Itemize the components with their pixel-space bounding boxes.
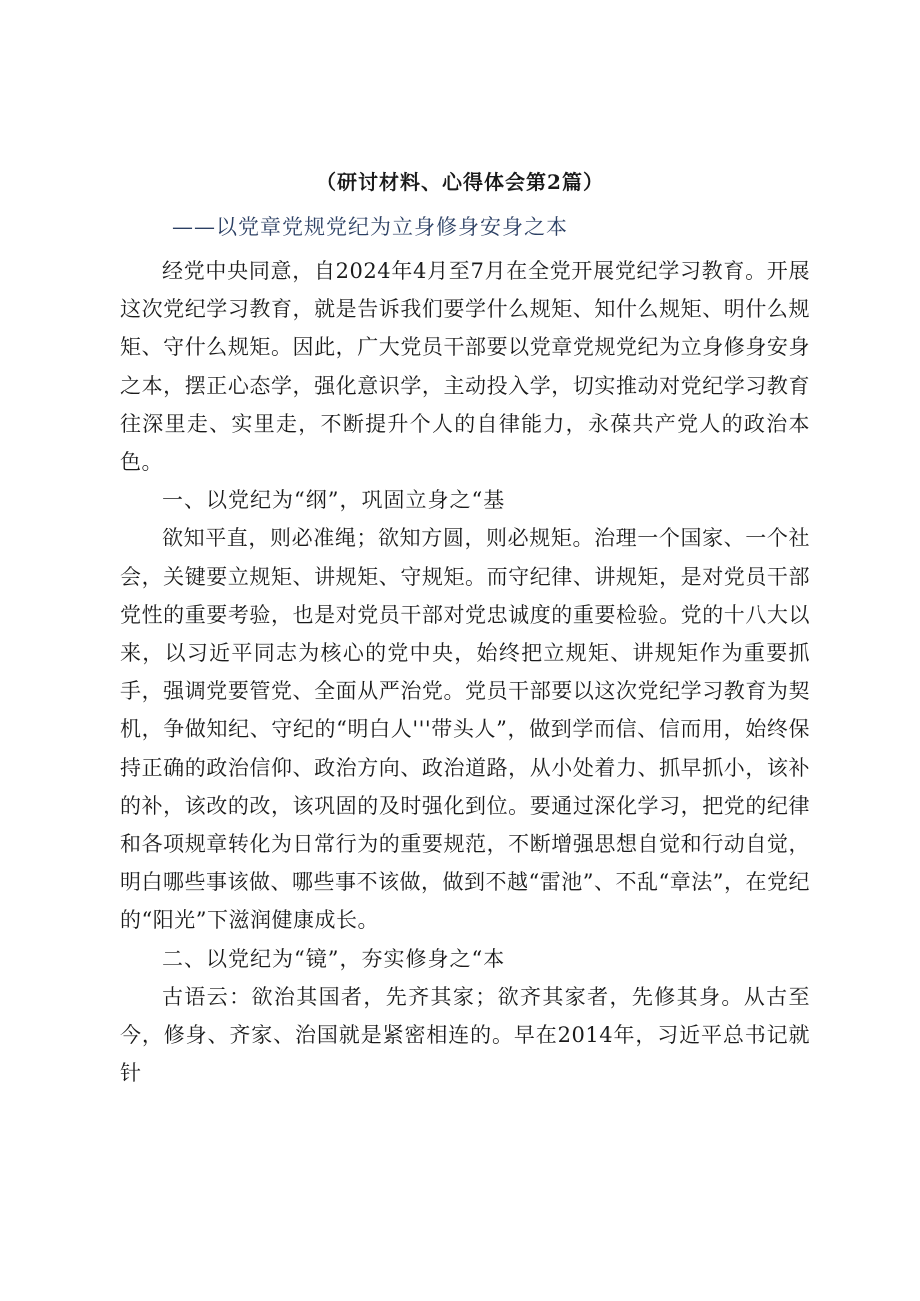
- section-heading-2: 二、以党纪为“镜”，夯实修身之“本: [162, 946, 506, 971]
- document-subtitle: ——以党章党规党纪为立身修身安身之本: [172, 215, 568, 239]
- intro-paragraph: 经党中央同意，自2024年4月至7月在全党开展党纪学习教育。开展这次党纪学习教育，就是告诉我们要学什么规矩、知什么规矩、明什么规矩、守什么规矩。因此，广大党员干部要以党章党规党纪为立身修身安身之本，摆正心态学，强化意识学，主动投入学，切实推动对党纪学习教育往深里走、实里走，不断提升个人的自律能力，永葆共产党人的政治本色。: [120, 259, 810, 475]
- document-title: （研讨材料、心得体会第2篇）: [316, 170, 604, 194]
- section-2-paragraph: 古语云：欲治其国者，先齐其家；欲齐其家者，先修其身。从古至今，修身、齐家、治国就是紧密相连的。早在2014年，习近平总书记就针: [120, 984, 810, 1086]
- section-1-paragraph: 欲知平直，则必准绳；欲知方圆，则必规矩。治理一个国家、一个社会，关键要立规矩、讲规矩、守规矩。而守纪律、讲规矩，是对党员干部党性的重要考验，也是对党员干部对党忠诚度的重要检验。党的十八大以来，以习近平同志为核心的党中央，始终把立规矩、讲规矩作为重要抓手，强调党要管党、全面从严治党。党员干部要以这次党纪学习教育为契机，争做知纪、守纪的“明白人'''带头人”，做到学而信、信而用，始终保持正确的政治信仰、政治方向、政治道路，从小处着力、抓早抓小，该补的补，该改的改，该巩固的及时强化到位。要通过深化学习，把党的纪律和各项规章转化为日常行为的重要规范，不断增强思想自觉和行动自觉，明白哪些事该做、哪些事不该做，做到不越“雷池”、不乱“章法”，在党纪的“阳光”下滋润健康成长。: [120, 526, 810, 933]
- section-heading-1: 一、以党纪为“纲”，巩固立身之“基: [162, 488, 506, 513]
- document-body: [120, 252, 810, 1092]
